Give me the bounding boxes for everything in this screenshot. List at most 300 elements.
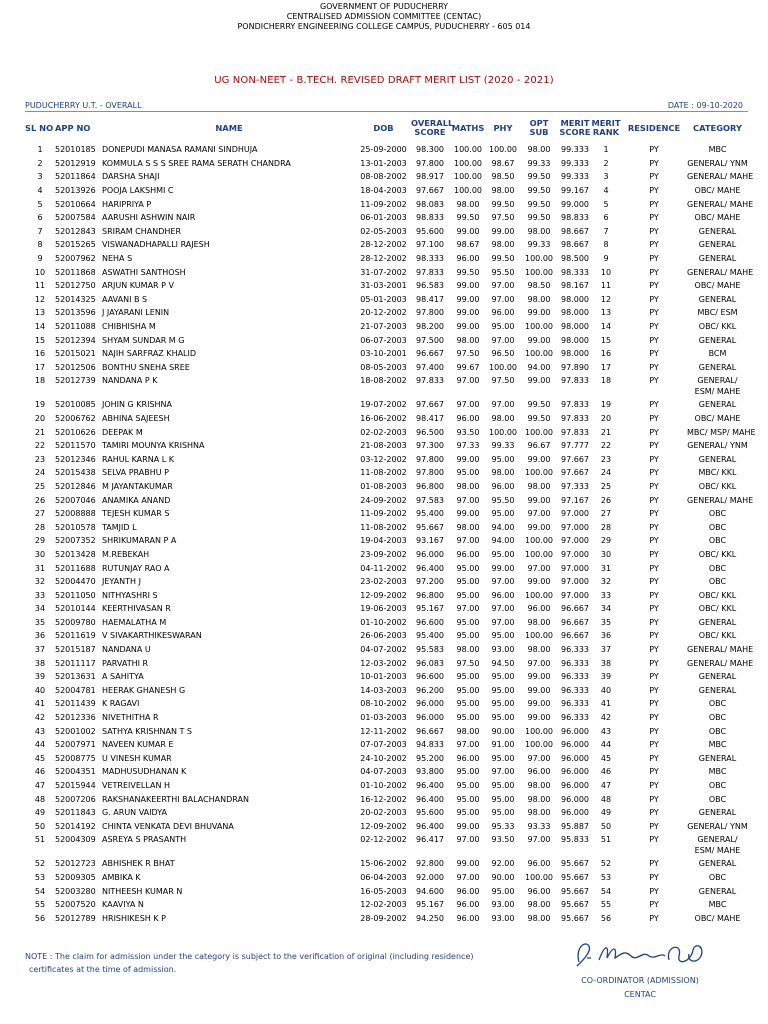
cell-app-no: 52004781 — [55, 685, 96, 695]
cell-sl: 47 — [34, 781, 46, 791]
cell-opt-sub: 98.00 — [527, 481, 551, 491]
cell-dob: 23-02-2003 — [360, 577, 407, 587]
cell-dob: 11-08-2002 — [360, 468, 407, 478]
cell-category: GENERAL/ MAHE — [687, 495, 754, 505]
cell-category: OBC — [708, 563, 727, 573]
cell-category: OBC/ MAHE — [694, 281, 741, 291]
cell-name: NIVETHITHA R — [102, 713, 159, 723]
cell-overall-score: 94.250 — [416, 913, 444, 923]
cell-overall-score: 97.300 — [416, 441, 444, 451]
cell-name: J JAYARANI LENIN — [102, 308, 170, 318]
cell-dob: 02-12-2002 — [360, 835, 407, 845]
cell-dob: 01-10-2002 — [360, 781, 407, 791]
cell-category: OBC/ KKL — [698, 604, 737, 614]
table-row — [25, 143, 748, 157]
cell-maths: 95.00 — [456, 781, 480, 791]
cell-category: GENERAL — [698, 335, 737, 345]
cell-merit-rank: 8 — [603, 240, 609, 250]
header-government: GOVERNMENT OF PUDUCHERRY — [319, 2, 449, 11]
cell-name: KAAVIYA N — [102, 900, 144, 910]
cell-merit-score: 97.833 — [561, 376, 589, 386]
cell-maths: 99.00 — [456, 294, 480, 304]
cell-phy: 100.00 — [489, 427, 517, 437]
cell-dob: 20-12-2002 — [360, 308, 407, 318]
cell-sl: 36 — [34, 631, 46, 641]
cell-phy: 95.33 — [491, 821, 515, 831]
cell-residence: PY — [649, 158, 659, 168]
cell-app-no: 52009305 — [55, 872, 96, 882]
cell-name: KOMMULA S S S SREE RAMA SERATH CHANDRA — [102, 158, 291, 168]
cell-phy: 94.00 — [491, 536, 515, 546]
cell-phy: 91.00 — [491, 740, 515, 750]
cell-merit-score: 96.000 — [561, 794, 589, 804]
cell-sl: 43 — [34, 726, 46, 736]
col-header-merit-score: MERIT SCORE — [559, 118, 591, 137]
cell-maths: 96.00 — [456, 886, 480, 896]
col-header-phy: PHY — [493, 122, 513, 133]
cell-merit-rank: 21 — [600, 427, 612, 437]
cell-name: MADHUSUDHANAN K — [102, 767, 187, 777]
cell-merit-rank: 31 — [600, 563, 612, 573]
cell-category: GENERAL — [698, 254, 737, 264]
cell-sl: 49 — [34, 808, 46, 818]
cell-category: OBC — [708, 536, 727, 546]
cell-maths: 98.00 — [456, 645, 480, 655]
cell-dob: 18-08-2002 — [360, 376, 407, 386]
cell-residence: PY — [649, 859, 659, 869]
cell-merit-rank: 53 — [600, 872, 612, 882]
cell-merit-rank: 35 — [600, 617, 612, 627]
office-name: CENTAC — [624, 990, 656, 999]
cell-sl: 26 — [34, 495, 46, 505]
table-row — [25, 439, 748, 453]
cell-residence: PY — [649, 590, 659, 600]
cell-app-no: 52011843 — [55, 808, 96, 818]
cell-maths: 95.00 — [456, 617, 480, 627]
cell-opt-sub: 99.00 — [527, 685, 551, 695]
cell-residence: PY — [649, 781, 659, 791]
cell-merit-score: 95.667 — [561, 900, 589, 910]
cell-app-no: 52012723 — [55, 859, 96, 869]
cell-phy: 96.00 — [491, 481, 515, 491]
cell-name: DONEPUDI MANASA RAMANI SINDHUJA — [102, 145, 258, 155]
cell-app-no: 52012846 — [55, 481, 96, 491]
table-header-row — [25, 113, 748, 143]
table-row — [25, 534, 748, 548]
cell-merit-score: 97.667 — [561, 454, 589, 464]
cell-sl: 41 — [34, 699, 46, 709]
cell-sl: 8 — [37, 240, 43, 250]
cell-residence: PY — [649, 872, 659, 882]
cell-phy: 97.00 — [491, 604, 515, 614]
cell-maths: 99.00 — [456, 509, 480, 519]
cell-residence: PY — [649, 213, 659, 223]
cell-merit-rank: 43 — [600, 726, 612, 736]
cell-residence: PY — [649, 454, 659, 464]
cell-sl: 24 — [34, 468, 46, 478]
table-row — [25, 588, 748, 602]
table-row — [25, 779, 748, 793]
cell-category: GENERAL — [698, 685, 737, 695]
cell-app-no: 52004309 — [55, 835, 96, 845]
cell-dob: 05-01-2003 — [360, 294, 407, 304]
cell-residence: PY — [649, 577, 659, 587]
list-date: DATE : 09-10-2020 — [667, 101, 743, 110]
cell-sl: 11 — [34, 281, 46, 291]
cell-phy: 97.00 — [491, 577, 515, 587]
cell-category: OBC/ KKL — [698, 322, 737, 332]
table-row — [25, 507, 748, 521]
cell-maths: 97.50 — [456, 658, 480, 668]
cell-sl: 7 — [37, 226, 43, 236]
cell-sl: 30 — [34, 549, 46, 559]
cell-phy: 95.00 — [491, 685, 515, 695]
cell-overall-score: 95.200 — [416, 753, 444, 763]
cell-sl: 35 — [34, 617, 46, 627]
cell-dob: 08-05-2003 — [360, 362, 407, 372]
table-row — [25, 684, 748, 698]
cell-sl: 48 — [34, 794, 46, 804]
cell-merit-rank: 34 — [600, 604, 612, 614]
cell-opt-sub: 97.00 — [527, 753, 551, 763]
col-header-overall: OVERALL SCORE — [411, 118, 454, 137]
table-row — [25, 857, 748, 871]
cell-residence: PY — [649, 509, 659, 519]
cell-merit-rank: 7 — [603, 226, 609, 236]
cell-phy: 93.50 — [491, 835, 515, 845]
table-row — [25, 792, 748, 806]
col-header-dob: DOB — [373, 122, 394, 133]
cell-opt-sub: 99.00 — [527, 308, 551, 318]
cell-merit-score: 99.333 — [561, 158, 589, 168]
cell-phy: 94.50 — [491, 658, 515, 668]
cell-residence: PY — [649, 726, 659, 736]
cell-phy: 90.00 — [491, 726, 515, 736]
cell-maths: 97.00 — [456, 495, 480, 505]
cell-maths: 99.00 — [456, 322, 480, 332]
cell-residence: PY — [649, 308, 659, 318]
cell-sl: 42 — [34, 713, 46, 723]
cell-app-no: 52011688 — [55, 563, 96, 573]
cell-maths: 97.00 — [456, 872, 480, 882]
cell-merit-score: 98.667 — [561, 240, 589, 250]
cell-phy: 99.50 — [491, 199, 515, 209]
cell-residence: PY — [649, 254, 659, 264]
cell-merit-score: 95.667 — [561, 859, 589, 869]
table-row — [25, 911, 748, 925]
cell-residence: PY — [649, 740, 659, 750]
cell-merit-score: 97.333 — [561, 481, 589, 491]
cell-opt-sub: 99.50 — [527, 172, 551, 182]
table-row — [25, 724, 748, 738]
cell-app-no: 52015438 — [55, 468, 96, 478]
cell-merit-score: 96.667 — [561, 617, 589, 627]
cell-phy: 92.00 — [491, 859, 515, 869]
cell-sl: 6 — [37, 213, 43, 223]
cell-merit-rank: 13 — [600, 308, 612, 318]
cell-opt-sub: 96.00 — [527, 886, 551, 896]
cell-phy: 98.00 — [491, 186, 515, 196]
table-row — [25, 425, 748, 439]
cell-dob: 01-08-2003 — [360, 481, 407, 491]
cell-residence: PY — [649, 335, 659, 345]
cell-residence: PY — [649, 468, 659, 478]
cell-dob: 11-09-2002 — [360, 509, 407, 519]
cell-merit-score: 96.000 — [561, 808, 589, 818]
table-row — [25, 738, 748, 752]
cell-app-no: 52011868 — [55, 267, 96, 277]
cell-merit-score: 98.667 — [561, 226, 589, 236]
cell-opt-sub: 98.00 — [527, 617, 551, 627]
cell-opt-sub: 99.00 — [527, 522, 551, 532]
cell-name: K RAGAVI — [102, 699, 140, 709]
cell-dob: 11-08-2002 — [360, 522, 407, 532]
cell-merit-score: 96.333 — [561, 672, 589, 682]
cell-maths: 95.00 — [456, 672, 480, 682]
cell-maths: 99.00 — [456, 226, 480, 236]
cell-maths: 97.33 — [456, 441, 480, 451]
cell-name: ANAMIKA ANAND — [102, 495, 171, 505]
cell-category: GENERAL/ YNM — [687, 821, 748, 831]
cell-opt-sub: 100.00 — [525, 267, 553, 277]
cell-dob: 21-08-2003 — [360, 441, 407, 451]
cell-maths: 95.00 — [456, 563, 480, 573]
cell-app-no: 52007971 — [55, 740, 96, 750]
cell-category: GENERAL — [698, 294, 737, 304]
cell-app-no: 52012394 — [55, 335, 96, 345]
cell-opt-sub: 99.00 — [527, 335, 551, 345]
cell-sl: 22 — [34, 441, 46, 451]
merit-table — [25, 113, 756, 925]
cell-sl: 56 — [34, 913, 46, 923]
table-row — [25, 398, 748, 412]
cell-overall-score: 95.167 — [416, 900, 444, 910]
region-label: PUDUCHERRY U.T. - OVERALL — [25, 101, 142, 110]
cell-merit-score: 99.333 — [561, 145, 589, 155]
cell-overall-score: 96.667 — [416, 349, 444, 359]
cell-opt-sub: 100.00 — [525, 549, 553, 559]
cell-phy: 98.00 — [491, 240, 515, 250]
cell-sl: 52 — [34, 859, 46, 869]
cell-overall-score: 97.583 — [416, 495, 444, 505]
cell-app-no: 52012789 — [55, 913, 96, 923]
cell-app-no: 52011864 — [55, 172, 96, 182]
cell-app-no: 52009780 — [55, 617, 96, 627]
cell-maths: 98.00 — [456, 481, 480, 491]
cell-merit-score: 96.333 — [561, 713, 589, 723]
cell-residence: PY — [649, 753, 659, 763]
cell-sl: 39 — [34, 672, 46, 682]
cell-overall-score: 97.833 — [416, 376, 444, 386]
cell-dob: 01-10-2002 — [360, 617, 407, 627]
cell-app-no: 52012336 — [55, 713, 96, 723]
cell-name: M JAYANTAKUMAR — [102, 481, 173, 491]
cell-residence: PY — [649, 617, 659, 627]
cell-maths: 100.00 — [454, 145, 482, 155]
cell-dob: 14-03-2003 — [360, 685, 407, 695]
cell-merit-score: 95.887 — [561, 821, 589, 831]
cell-sl: 25 — [34, 481, 46, 491]
cell-dob: 08-08-2002 — [360, 172, 407, 182]
cell-phy: 98.00 — [491, 413, 515, 423]
cell-sl: 17 — [34, 362, 46, 372]
cell-residence: PY — [649, 886, 659, 896]
cell-sl: 2 — [37, 158, 43, 168]
table-row — [25, 711, 748, 725]
cell-category: OBC/ MAHE — [694, 213, 741, 223]
cell-phy: 95.00 — [491, 781, 515, 791]
cell-opt-sub: 99.50 — [527, 186, 551, 196]
cell-merit-score: 97.000 — [561, 536, 589, 546]
cell-category: OBC — [708, 781, 727, 791]
cell-phy: 97.50 — [491, 376, 515, 386]
cell-dob: 10-01-2003 — [360, 672, 407, 682]
cell-merit-rank: 27 — [600, 509, 612, 519]
cell-merit-rank: 22 — [600, 441, 612, 451]
cell-dob: 15-06-2002 — [360, 859, 407, 869]
coordinator-title: CO-ORDINATOR (ADMISSION) — [581, 976, 699, 985]
table-row — [25, 884, 748, 898]
cell-dob: 26-06-2003 — [360, 631, 407, 641]
cell-category: MBC/ ESM — [697, 308, 738, 318]
cell-name: VETREIVELLAN H — [102, 781, 171, 791]
cell-category: OBC/ KKL — [698, 590, 737, 600]
cell-opt-sub: 97.00 — [527, 658, 551, 668]
cell-opt-sub: 98.50 — [527, 281, 551, 291]
cell-app-no: 52013596 — [55, 308, 96, 318]
cell-app-no: 52008888 — [55, 509, 96, 519]
cell-sl: 1 — [37, 145, 43, 155]
cell-category: OBC/ MAHE — [694, 913, 741, 923]
cell-name: A SAHITYA — [102, 672, 144, 682]
cell-dob: 03-10-2001 — [360, 349, 407, 359]
cell-merit-rank: 20 — [600, 413, 612, 423]
cell-maths: 97.00 — [456, 536, 480, 546]
cell-opt-sub: 100.00 — [525, 536, 553, 546]
cell-phy: 99.33 — [491, 441, 515, 451]
cell-residence: PY — [649, 199, 659, 209]
cell-name: NAJIH SARFRAZ KHALID — [102, 349, 197, 359]
cell-merit-rank: 40 — [600, 685, 612, 695]
cell-app-no: 52003280 — [55, 886, 96, 896]
cell-category: GENERAL — [698, 617, 737, 627]
cell-opt-sub: 98.00 — [527, 900, 551, 910]
cell-opt-sub: 96.00 — [527, 859, 551, 869]
cell-overall-score: 96.583 — [416, 281, 444, 291]
cell-residence: PY — [649, 604, 659, 614]
cell-phy: 95.00 — [491, 631, 515, 641]
cell-app-no: 52012843 — [55, 226, 96, 236]
cell-merit-rank: 25 — [600, 481, 612, 491]
cell-phy: 99.50 — [491, 254, 515, 264]
cell-overall-score: 95.600 — [416, 808, 444, 818]
table-row — [25, 833, 748, 857]
table-row — [25, 157, 748, 171]
cell-opt-sub: 100.00 — [525, 468, 553, 478]
cell-merit-rank: 49 — [600, 808, 612, 818]
cell-name: U VINESH KUMAR — [102, 753, 172, 763]
cell-name: ABHISHEK R BHAT — [102, 859, 175, 869]
cell-app-no: 52010626 — [55, 427, 96, 437]
cell-category: GENERAL — [698, 454, 737, 464]
cell-dob: 04-11-2002 — [360, 563, 407, 573]
cell-merit-score: 98.500 — [561, 254, 589, 264]
cell-app-no: 52013926 — [55, 186, 96, 196]
cell-residence: PY — [649, 281, 659, 291]
table-row — [25, 493, 748, 507]
cell-merit-rank: 15 — [600, 335, 612, 345]
cell-app-no: 52007584 — [55, 213, 96, 223]
cell-category: MBC — [708, 145, 727, 155]
cell-dob: 06-04-2003 — [360, 872, 407, 882]
cell-overall-score: 97.400 — [416, 362, 444, 372]
cell-dob: 04-07-2002 — [360, 645, 407, 655]
cell-sl: 50 — [34, 821, 46, 831]
cell-category: MBC — [708, 767, 727, 777]
cell-merit-rank: 54 — [600, 886, 612, 896]
cell-overall-score: 97.833 — [416, 267, 444, 277]
cell-category: MBC/ MSP/ MAHE — [687, 427, 756, 437]
cell-app-no: 52012919 — [55, 158, 96, 168]
cell-maths: 97.00 — [456, 376, 480, 386]
cell-residence: PY — [649, 362, 659, 372]
cell-opt-sub: 98.00 — [527, 808, 551, 818]
cell-overall-score: 96.000 — [416, 699, 444, 709]
cell-phy: 95.00 — [491, 808, 515, 818]
cell-category: GENERAL/ MAHE — [687, 658, 754, 668]
cell-overall-score: 96.500 — [416, 427, 444, 437]
cell-merit-score: 97.777 — [561, 441, 589, 451]
cell-overall-score: 98.200 — [416, 322, 444, 332]
cell-merit-score: 97.167 — [561, 495, 589, 505]
cell-sl: 16 — [34, 349, 46, 359]
cell-sl: 40 — [34, 685, 46, 695]
cell-maths: 98.67 — [456, 240, 480, 250]
cell-merit-score: 97.890 — [561, 362, 589, 372]
cell-overall-score: 97.800 — [416, 454, 444, 464]
table-row — [25, 656, 748, 670]
cell-category: GENERAL — [698, 240, 737, 250]
cell-phy: 97.00 — [491, 767, 515, 777]
cell-phy: 95.50 — [491, 495, 515, 505]
cell-name: JOHIN G KRISHNA — [102, 400, 173, 410]
cell-name: HAEMALATHA M — [102, 617, 167, 627]
cell-merit-rank: 5 — [603, 199, 609, 209]
cell-phy: 100.00 — [489, 145, 517, 155]
cell-phy: 96.00 — [491, 308, 515, 318]
cell-residence: PY — [649, 495, 659, 505]
cell-category: OBC — [708, 794, 727, 804]
cell-merit-rank: 56 — [600, 913, 612, 923]
cell-merit-score: 98.000 — [561, 322, 589, 332]
cell-residence: PY — [649, 913, 659, 923]
cell-residence: PY — [649, 240, 659, 250]
cell-residence: PY — [649, 563, 659, 573]
table-row — [25, 480, 748, 494]
cell-merit-rank: 10 — [600, 267, 612, 277]
cell-app-no: 52001002 — [55, 726, 96, 736]
cell-sl: 51 — [34, 835, 46, 845]
table-row — [25, 697, 748, 711]
cell-opt-sub: 100.00 — [525, 872, 553, 882]
cell-merit-rank: 16 — [600, 349, 612, 359]
cell-maths: 97.00 — [456, 604, 480, 614]
cell-opt-sub: 100.00 — [525, 740, 553, 750]
cell-residence: PY — [649, 172, 659, 182]
cell-overall-score: 96.400 — [416, 794, 444, 804]
cell-name: SELVA PRABHU P — [102, 468, 169, 478]
cell-name: DARSHA SHAJI — [102, 172, 160, 182]
